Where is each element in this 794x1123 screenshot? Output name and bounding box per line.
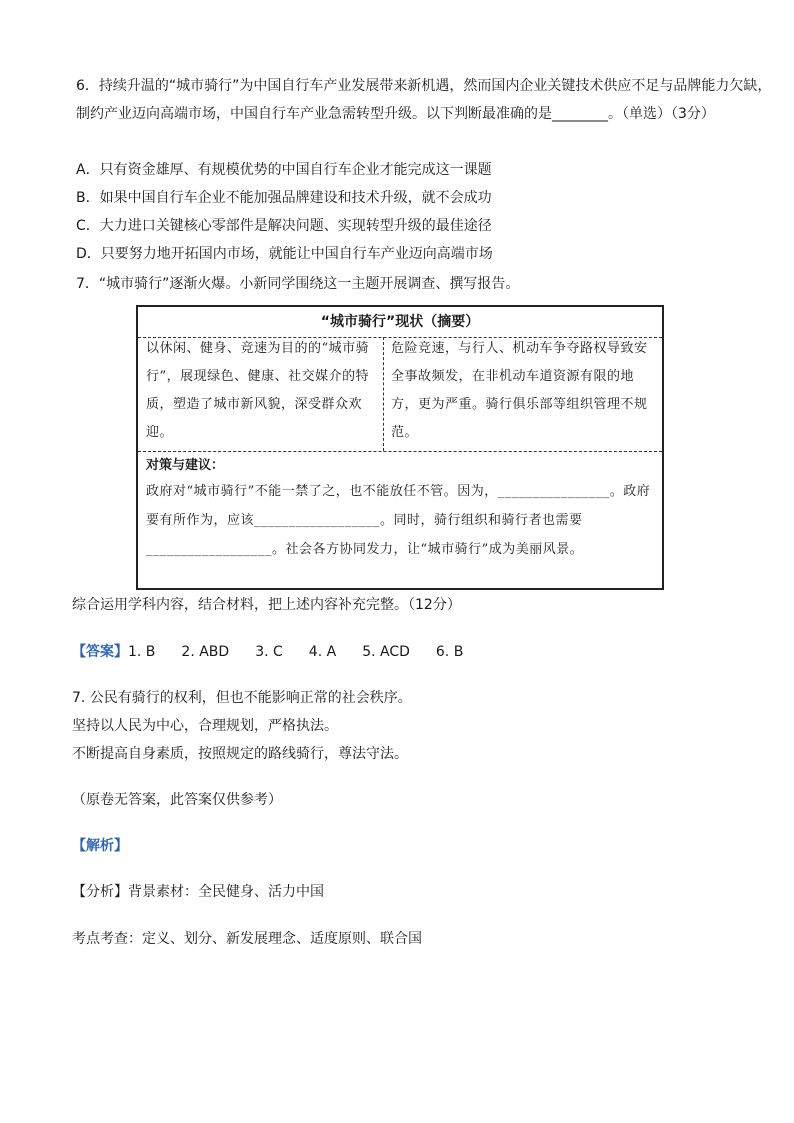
status-summary-box [136,305,664,590]
divider [138,451,662,452]
answer-item: 3. C [255,644,283,660]
question-6-option-b: B．如果中国自行车企业不能加强品牌建设和技术升级，就不会成功 [76,190,492,206]
answer-item: 5. ACD [362,644,410,660]
answer-note: （原卷无答案，此答案仅供参考） [72,792,282,808]
answer-7-line: 坚持以人民为中心，合理规划，严格执法。 [72,718,338,734]
analysis-label: 【解析】 [72,838,128,854]
status-negative-text: 危险竞速，与行人、机动车争夺路权导致安全事故频发，在非机动车道资源有限的地方，更为严重。骑行俱乐部等组织管理不规范。 [391,341,648,440]
answer-label: 【答案】 [72,644,128,660]
answer-item: 2. ABD [181,644,230,660]
status-positive-text: 以休闲、健身、竞速为目的的“城市骑行”，展现绿色、健康、社交媒介的特质，塑造了城市新风貌，深受群众欢迎。 [146,341,370,440]
analysis-topics: 考点考查：定义、划分、新发展理念、适度原则、联合国 [72,931,422,947]
suggestion-text: 政府对“城市骑行”不能一禁了之，也不能放任不管。因为，________________。政府要有所作为，应该__________________。同时，骑行组织和骑行者也需要__________________。社会各方协同发力，让“城市骑行”成为美丽风景。 [146,484,651,557]
analysis-background: 【分析】背景素材：全民健身、活力中国 [72,884,324,900]
answer-7-line: 不断提高自身素质，按照规定的路线骑行，尊法守法。 [72,746,408,762]
answer-item: 6. B [435,644,464,660]
answer-line [72,642,489,662]
question-6-option-d: D．只要努力地开拓国内市场，就能让中国自行车产业迈向高端市场 [76,246,493,262]
question-6-option-c: C．大力进口关键核心零部件是解决问题、实现转型升级的最佳途径 [76,218,492,234]
question-6-option-a: A．只有资金雄厚、有规模优势的中国自行车企业才能完成这一课题 [76,162,492,178]
answer-item: 1. B [128,644,156,660]
suggestion-heading: 对策与建议： [146,458,225,473]
divider [383,337,384,451]
question-7-instruction: 综合运用学科内容，结合材料，把上述内容补充完整。（12分） [72,597,461,613]
answer-item: 4. A [308,644,337,660]
box-title: “城市骑行”现状（摘要） [320,314,480,330]
question-7-stem: 7．“城市骑行”逐渐火爆。小新同学围绕这一主题开展调查、撰写报告。 [76,276,520,292]
question-6-stem: 6．持续升温的“城市骑行”为中国自行车产业发展带来新机遇，然而国内企业关键技术供应不足与品牌能力欠缺，制约产业迈向高端市场，中国自行车产业急需转型升级。以下判断最准确的是________。（单选）（3分） [76,78,772,122]
answer-7-line: 7. 公民有骑行的权利，但也不能影响正常的社会秩序。 [72,690,412,706]
